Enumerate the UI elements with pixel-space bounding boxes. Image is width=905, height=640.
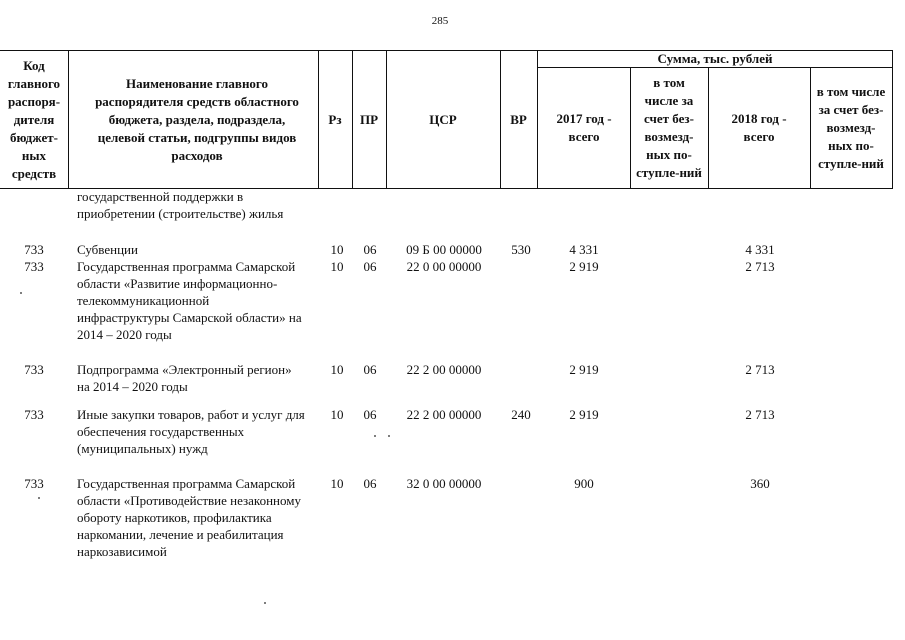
cell-name: Подпрограмма «Электронный регион» на 2014 – 2020 годы xyxy=(77,362,292,394)
cell-2017-total: 2 919 xyxy=(569,259,599,274)
cell-name: Субвенции xyxy=(77,242,138,257)
header-csr: ЦСР xyxy=(429,111,457,127)
header-rz: Рз xyxy=(328,111,342,127)
header-code: Код главного распоря-дителя бюджет-ных средств xyxy=(7,57,61,181)
cell-2018-total: 2 713 xyxy=(745,362,775,377)
cell-name: Иные закупки товаров, работ и услуг для обеспечения государственных (муниципальных) нужд xyxy=(77,407,305,456)
column-divider xyxy=(68,51,69,188)
cell-rz: 10 xyxy=(330,259,344,274)
cell-code: 733 xyxy=(24,407,44,422)
cell-csr: 22 2 00 00000 xyxy=(406,407,482,422)
cell-pr: 06 xyxy=(363,407,377,422)
page-number: 285 xyxy=(431,15,449,27)
scan-speck xyxy=(20,292,22,294)
header-2018-total: 2018 год - всего xyxy=(731,110,787,144)
header-pr: ПР xyxy=(359,111,379,127)
cell-2018-total: 4 331 xyxy=(745,242,775,257)
cell-name: государственной поддержки в приобретении (строительстве) жилья xyxy=(77,189,284,221)
cell-pr: 06 xyxy=(363,476,377,491)
cell-pr: 06 xyxy=(363,242,377,257)
cell-rz: 10 xyxy=(330,476,344,491)
cell-code: 733 xyxy=(24,362,44,377)
header-vr: ВР xyxy=(510,111,527,127)
scan-speck xyxy=(264,602,266,604)
cell-2017-total: 900 xyxy=(574,476,594,491)
cell-2017-total: 4 331 xyxy=(569,242,599,257)
cell-rz: 10 xyxy=(330,242,344,257)
scan-speck xyxy=(38,497,40,499)
cell-pr: 06 xyxy=(363,259,377,274)
scan-speck xyxy=(374,435,376,437)
cell-pr: 06 xyxy=(363,362,377,377)
table-header xyxy=(0,50,893,189)
column-divider xyxy=(810,67,811,188)
header-2017-free: в том числе за счет без-возмезд-ных по-ступле-ний xyxy=(636,74,702,180)
column-divider xyxy=(630,67,631,188)
cell-name: Государственная программа Самарской области «Развитие информационно-телекоммуникационной инфраструктуры Самарской области» на 2014 – 2020 годы xyxy=(77,259,302,342)
header-2018-free: в том числе за счет без-возмезд-ных по-ступле-ний xyxy=(816,83,886,171)
header-sum: Сумма, тыс. рублей xyxy=(657,51,773,66)
header-2017-total: 2017 год - всего xyxy=(556,110,612,144)
column-divider xyxy=(708,67,709,188)
cell-2018-total: 360 xyxy=(750,476,770,491)
header-name: Наименование главного распорядителя средств областного бюджета, раздела, подраздела, целевой статьи, подгруппы видов расходов xyxy=(95,75,299,163)
cell-csr: 09 Б 00 00000 xyxy=(406,242,482,257)
cell-2018-total: 2 713 xyxy=(745,259,775,274)
cell-code: 733 xyxy=(24,476,44,491)
scan-speck xyxy=(388,435,390,437)
cell-2017-total: 2 919 xyxy=(569,407,599,422)
cell-rz: 10 xyxy=(330,362,344,377)
cell-2018-total: 2 713 xyxy=(745,407,775,422)
cell-rz: 10 xyxy=(330,407,344,422)
column-divider xyxy=(892,51,893,188)
cell-code: 733 xyxy=(24,259,44,274)
cell-vr: 240 xyxy=(511,407,531,422)
cell-name: Государственная программа Самарской области «Противодействие незаконному обороту наркотиков, профилактика наркомании, лечение и реабилитация наркозависимой xyxy=(77,476,301,559)
cell-csr: 22 2 00 00000 xyxy=(406,362,482,377)
cell-csr: 32 0 00 00000 xyxy=(406,476,482,491)
cell-2017-total: 2 919 xyxy=(569,362,599,377)
cell-code: 733 xyxy=(24,242,44,257)
column-divider xyxy=(537,51,538,188)
cell-vr: 530 xyxy=(511,242,531,257)
cell-csr: 22 0 00 00000 xyxy=(406,259,482,274)
